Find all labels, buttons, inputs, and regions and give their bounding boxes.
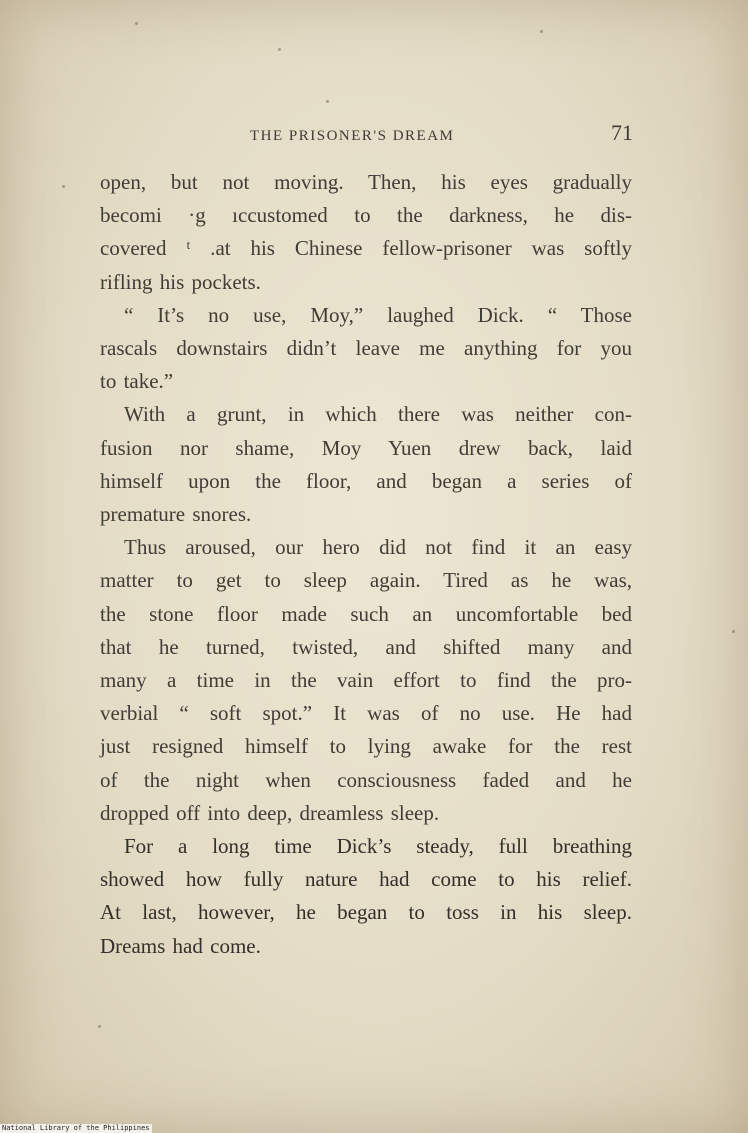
text-line: For a long time Dick’s steady, full breathing bbox=[124, 834, 632, 859]
paper-speck bbox=[135, 22, 138, 25]
paragraph bbox=[100, 166, 632, 299]
text-line: verbial “ soft spot.” It was of no use. He had bbox=[100, 701, 632, 726]
text-line: that he turned, twisted, and shifted many and bbox=[100, 634, 632, 659]
paper-speck bbox=[62, 185, 65, 188]
library-footer: National Library of the Philippines bbox=[2, 1124, 150, 1132]
paper-speck bbox=[732, 630, 735, 633]
text-line: becomi ·g ıccustomed to the darkness, he dis- bbox=[100, 203, 632, 228]
text-line: premature snores. bbox=[100, 502, 252, 527]
text-line: rascals downstairs didn’t leave me anything for you bbox=[100, 336, 632, 361]
text-line: to take.” bbox=[100, 369, 174, 394]
running-head-title: THE PRISONER'S DREAM bbox=[250, 128, 455, 144]
paragraph bbox=[100, 531, 632, 830]
paragraph bbox=[100, 830, 632, 963]
text-line: Dreams had come. bbox=[100, 933, 261, 958]
paper-speck bbox=[540, 30, 543, 33]
text-line: the stone floor made such an uncomfortable bed bbox=[100, 601, 632, 626]
text-line: himself upon the floor, and began a series of bbox=[100, 468, 632, 493]
text-line: open, but not moving. Then, his eyes gradually bbox=[100, 170, 632, 194]
paper-speck bbox=[278, 48, 281, 51]
text-line: just resigned himself to lying awake for the rest bbox=[100, 734, 632, 759]
text-line: “ It’s no use, Moy,” laughed Dick. “ Those bbox=[124, 302, 632, 327]
text-line: matter to get to sleep again. Tired as he was, bbox=[100, 568, 632, 593]
text-line: rifling his pockets. bbox=[100, 269, 261, 294]
paper-speck bbox=[98, 1025, 101, 1028]
text-line: With a grunt, in which there was neither con- bbox=[124, 402, 632, 427]
text-line: At last, however, he began to toss in his sleep. bbox=[100, 900, 632, 925]
paragraph bbox=[100, 299, 632, 399]
text-line: fusion nor shame, Moy Yuen drew back, laid bbox=[100, 435, 632, 460]
text-line: showed how fully nature had come to his relief. bbox=[100, 867, 632, 892]
body-text bbox=[100, 166, 632, 963]
paper-speck bbox=[326, 100, 329, 103]
running-head bbox=[100, 120, 635, 150]
text-line: Thus aroused, our hero did not find it an easy bbox=[124, 535, 632, 560]
text-line: of the night when consciousness faded and he bbox=[100, 767, 632, 792]
paragraph bbox=[100, 398, 632, 531]
text-line: covered ᵗ .at his Chinese fellow-prisoner was softly bbox=[100, 236, 632, 261]
text-line: dropped off into deep, dreamless sleep. bbox=[100, 800, 440, 825]
text-line: many a time in the vain effort to find the pro- bbox=[100, 668, 632, 693]
page-number: 71 bbox=[611, 120, 633, 145]
